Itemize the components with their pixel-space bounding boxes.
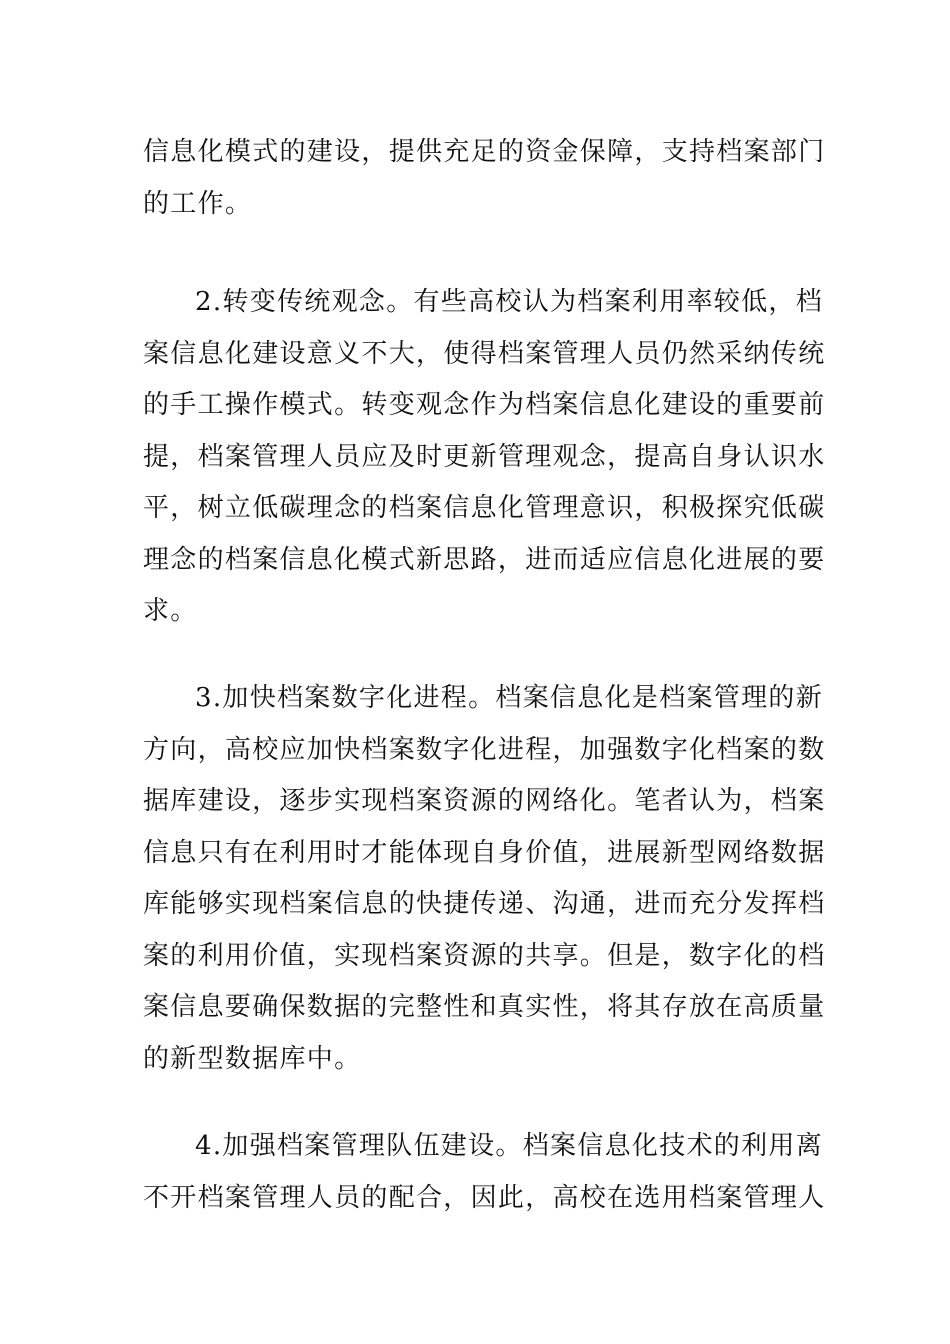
text-line: 求。	[143, 596, 198, 626]
paragraph-team-building	[143, 1121, 826, 1224]
text-line: 信息只有在利用时才能体现自身价值，进展新型网络数据	[143, 837, 826, 868]
text-line: 案信息要确保数据的完整性和真实性，将其存放在高质量	[143, 992, 826, 1022]
text-line: 库能够实现档案信息的快捷传递、沟通，进而充分发挥档	[143, 889, 826, 919]
text-line: 的新型数据库中。	[143, 1043, 362, 1074]
text-line: 方向，高校应加快档案数字化进程，加强数字化档案的数	[143, 734, 826, 765]
text-line: 提，档案管理人员应及时更新管理观念，提高自身认识水	[143, 441, 826, 472]
text-line: 理念的档案信息化模式新思路，进而适应信息化进展的要	[143, 544, 826, 575]
text-line: 的工作。	[143, 188, 253, 219]
text-line: 信息化模式的建设，提供充足的资金保障，支持档案部门	[143, 137, 826, 167]
paragraph-funding	[143, 127, 826, 230]
text-line: 不开档案管理人员的配合，因此，高校在选用档案管理人	[143, 1182, 826, 1213]
text-line: 2.转变传统观念。有些高校认为档案利用率较低，档	[195, 287, 824, 317]
text-line: 案信息化建设意义不大，使得档案管理人员仍然采纳传统	[143, 338, 826, 369]
text-line: 平，树立低碳理念的档案信息化管理意识，积极探究低碳	[143, 493, 826, 523]
text-line: 案的利用价值，实现档案资源的共享。但是，数字化的档	[143, 940, 826, 971]
text-line: 据库建设，逐步实现档案资源的网络化。笔者认为，档案	[143, 786, 826, 816]
paragraph-digitization	[143, 673, 826, 1085]
text-line: 3.加快档案数字化进程。档案信息化是档案管理的新	[195, 683, 824, 713]
text-line: 4.加强档案管理队伍建设。档案信息化技术的利用离	[195, 1131, 824, 1161]
text-line: 的手工操作模式。转变观念作为档案信息化建设的重要前	[143, 390, 826, 420]
paragraph-change-concepts	[143, 277, 826, 638]
